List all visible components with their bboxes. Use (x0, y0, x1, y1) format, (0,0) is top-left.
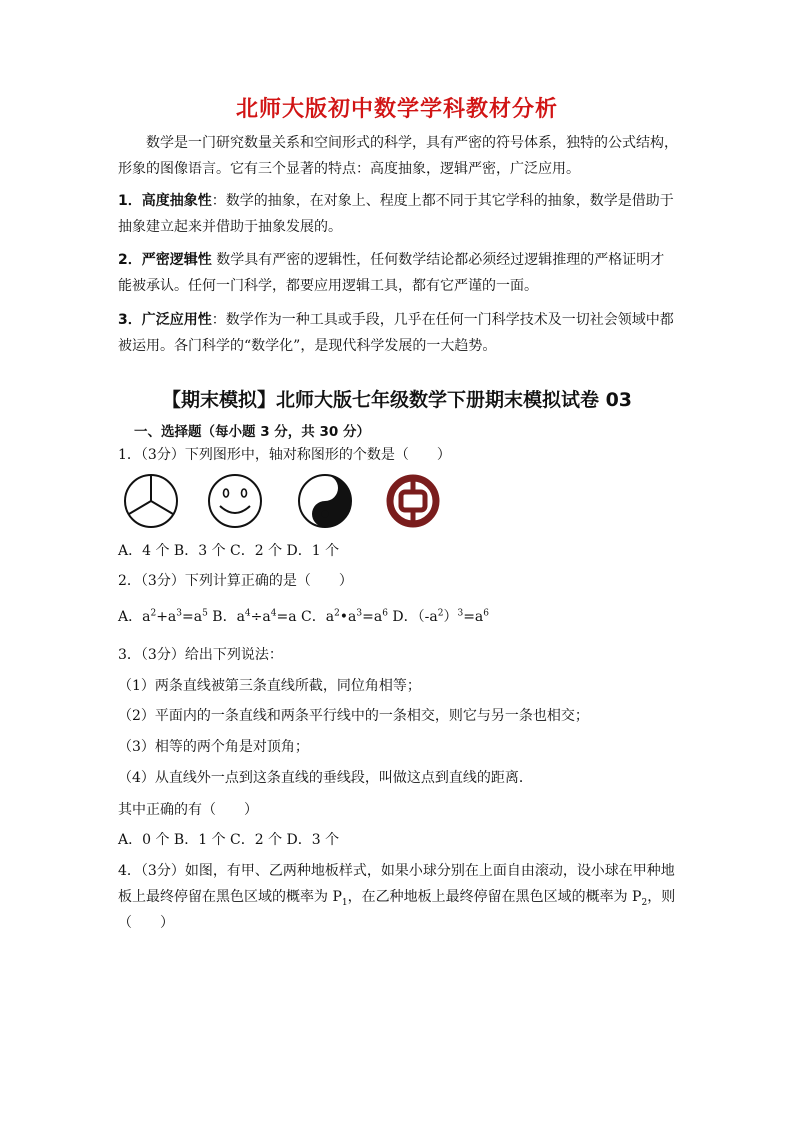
q3-stem: 3．（3分）给出下列说法： (118, 647, 283, 663)
q2-stem: 2．（3分）下列计算正确的是（ ） (118, 573, 353, 589)
point-1-text: ：数学的抽象，在对象上、程度上都不同于其它学科的抽象，数学是借助于抽象建立起来并借助于抽象发展的。 (118, 193, 674, 235)
q1-options: A．4 个 B．3 个 C．2 个 D．1 个 (118, 543, 340, 559)
mercedes-logo-icon (122, 472, 180, 530)
point-3-label: 3．广泛应用性 (118, 312, 212, 328)
q2-options: A．$a^2+a^3=a^5$ B．$a^4\div a^4=a$ C．$a^2•a^3=a^6$ D．$(-a^2)^3=a^6$ (118, 608, 489, 625)
point-3-text: ：数学作为一种工具或手段，几乎在任何一门科学技术及一切社会领域中都被运用。各门科学的“数学化”，是现代科学发展的一大趋势。 (118, 312, 674, 354)
section-title: 一、选择题（每小题 3 分，共 30 分） (134, 424, 370, 440)
q1-stem: 1．（3分）下列图形中，轴对称图形的个数是（ ） (118, 447, 451, 463)
smiley-face-icon (206, 472, 264, 530)
bank-of-china-logo-icon (384, 472, 442, 530)
point-3 (118, 307, 678, 359)
q3-options: A．0 个 B．1 个 C．2 个 D．3 个 (118, 832, 340, 848)
yin-yang-icon (296, 472, 354, 530)
point-2-text: 数学具有严密的逻辑性，任何数学结论都必须经过逻辑推理的严格证明才能被承认。任何一门科学，都要应用逻辑工具，都有它严谨的一面。 (118, 252, 665, 294)
point-1 (118, 188, 678, 240)
q3-item-4: （4）从直线外一点到这条直线的垂线段，叫做这点到直线的距离． (118, 770, 533, 786)
point-2-label: 2．严密逻辑性 (118, 252, 212, 268)
q3-question: 其中正确的有（ ） (118, 802, 258, 818)
doc-title: 北师大版初中数学学科教材分析 (235, 97, 558, 122)
point-2 (118, 247, 678, 299)
point-1-label: 1．高度抽象性 (118, 193, 212, 209)
q4-text: 4．（3分）如图，有甲、乙两种地板样式，如果小球分别在上面自由滚动，设小球在甲种地板上最终停留在黑色区域的概率为 $P_1$，在乙种地板上最终停留在黑色区域的概率为 $P_2$，则（ ） (118, 863, 676, 931)
q3-item-1: （1）两条直线被第三条直线所截，同位角相等； (118, 678, 421, 694)
q3-item-2: （2）平面内的一条直线和两条平行线中的一条相交，则它与另一条也相交； (118, 708, 589, 724)
intro-paragraph: 数学是一门研究数量关系和空间形式的科学，具有严密的符号体系，独特的公式结构，形象的图像语言。它有三个显著的特点：高度抽象，逻辑严密，广泛应用。 (118, 135, 678, 177)
q3-item-3: （3）相等的两个角是对顶角； (118, 739, 309, 755)
exam-title: 【期末模拟】北师大版七年级数学下册期末模拟试卷 03 (161, 389, 633, 411)
q1-figures (122, 472, 452, 530)
